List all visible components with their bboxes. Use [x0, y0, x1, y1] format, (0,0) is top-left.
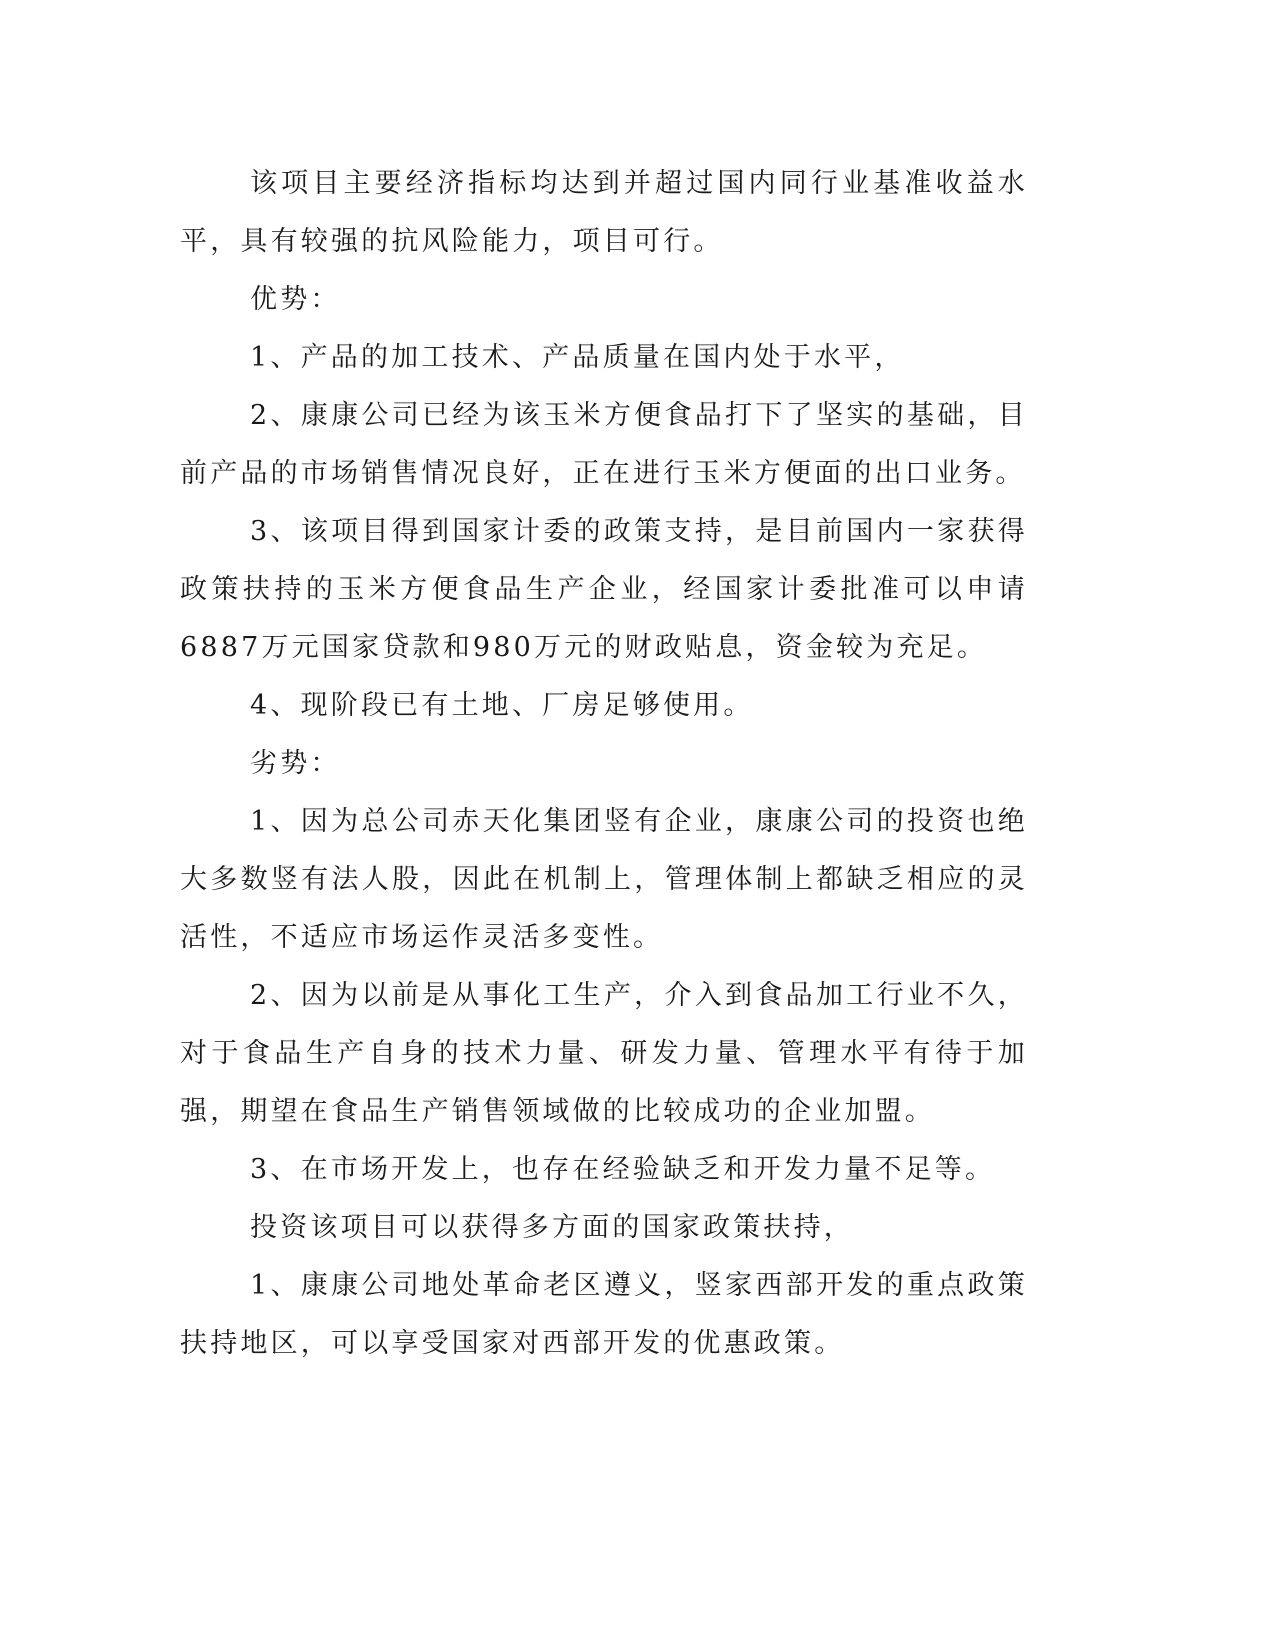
heading-policy-support: 投资该项目可以获得多方面的国家政策扶持，	[250, 1212, 854, 1243]
advantage-item-3: 3、该项目得到国家计委的政策支持，是目前国内一家获得政策扶持的玉米方便食品生产企业，经国家计委批准可以申请6887万元国家贷款和980万元的财政贴息，资金较为充足。	[180, 516, 1028, 663]
disadvantage-item-1: 1、因为总公司赤天化集团竖有企业，康康公司的投资也绝大多数竖有法人股，因此在机制上，管理体制上都缺乏相应的灵活性，不适应市场运作灵活多变性。	[180, 806, 1028, 953]
disadvantage-item-2: 2、因为以前是从事化工生产，介入到食品加工行业不久，对于食品生产自身的技术力量、研发力量、管理水平有待于加强，期望在食品生产销售领域做的比较成功的企业加盟。	[180, 980, 1028, 1127]
advantage-item-2: 2、康康公司已经为该玉米方便食品打下了坚实的基础，目前产品的市场销售情况良好，正在进行玉米方便面的出口业务。	[180, 400, 1028, 489]
paragraph-conclusion: 该项目主要经济指标均达到并超过国内同行业基准收益水平，具有较强的抗风险能力，项目可行。	[180, 168, 1028, 257]
advantage-item-1: 1、产品的加工技术、产品质量在国内处于水平，	[250, 342, 905, 373]
heading-advantages: 优势：	[250, 284, 341, 315]
document-body	[180, 155, 1028, 1373]
heading-disadvantages: 劣势：	[250, 748, 341, 779]
policy-item-1: 1、康康公司地处革命老区遵义，竖家西部开发的重点政策扶持地区，可以享受国家对西部开发的优惠政策。	[180, 1270, 1028, 1359]
disadvantage-item-3: 3、在市场开发上，也存在经验缺乏和开发力量不足等。	[250, 1154, 996, 1185]
advantage-item-4: 4、现阶段已有土地、厂房足够使用。	[250, 690, 754, 721]
